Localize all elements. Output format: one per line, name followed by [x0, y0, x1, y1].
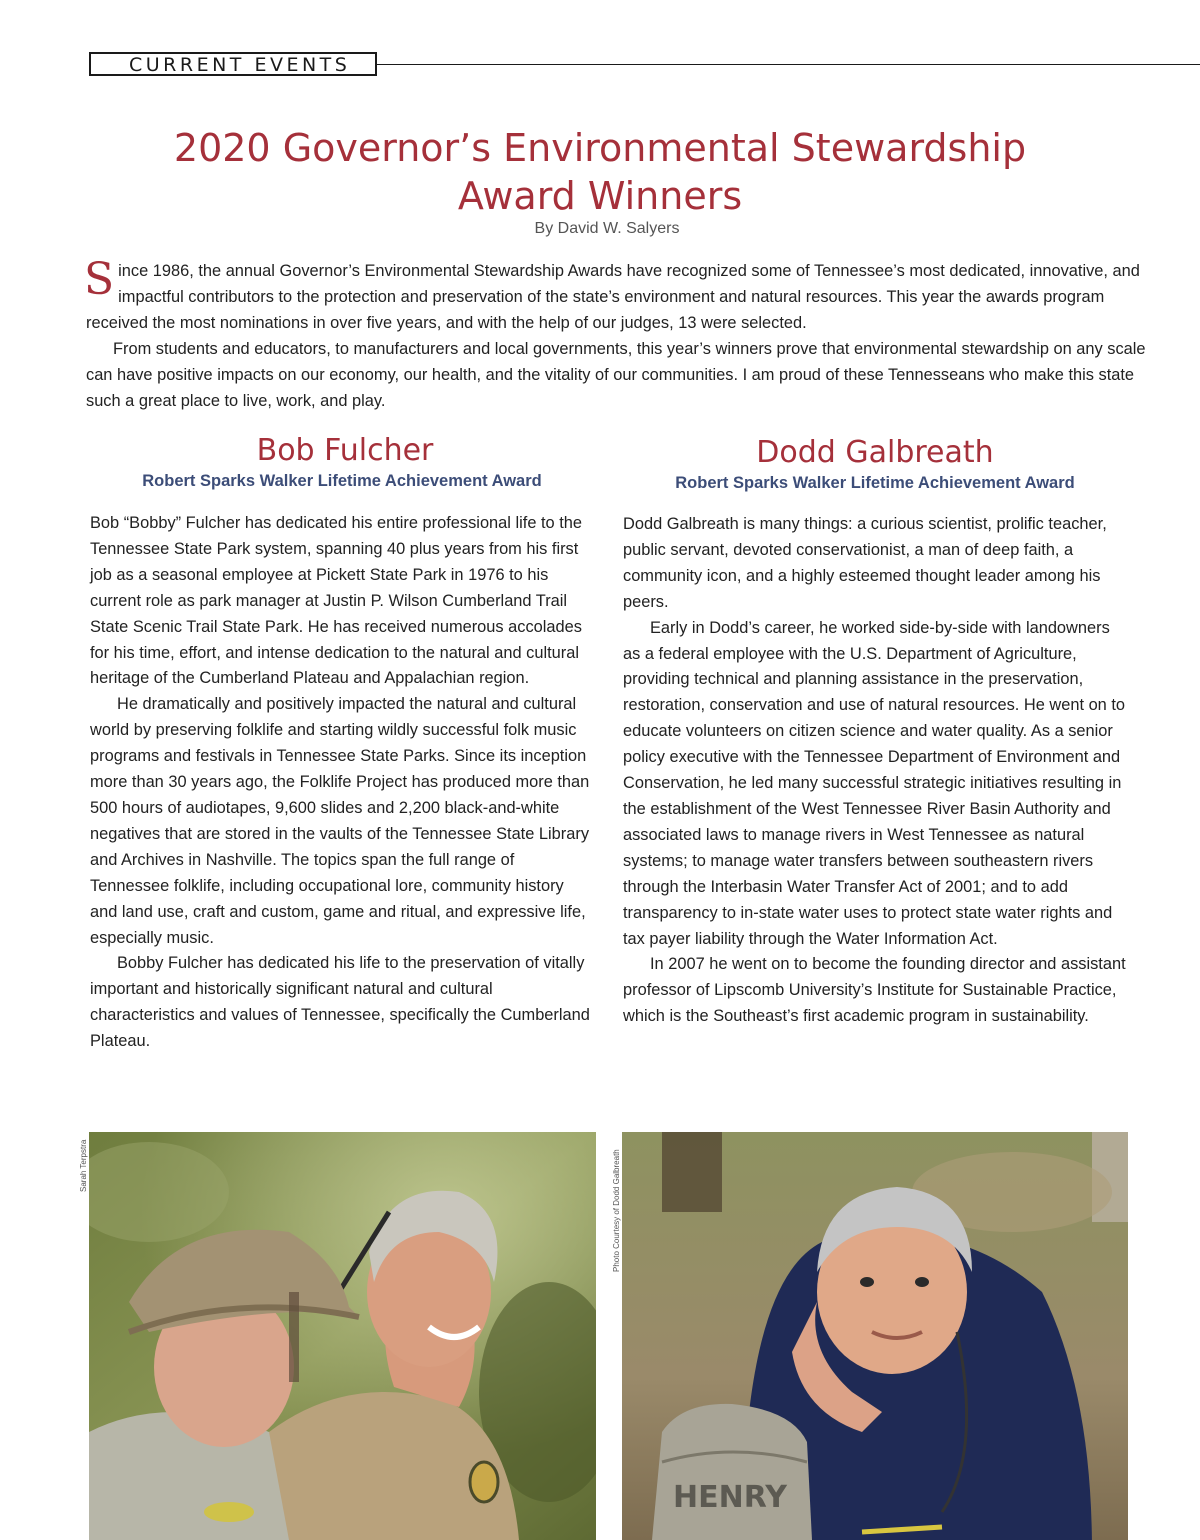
winner-bio-bob-fulcher: [90, 511, 595, 1055]
bio-paragraph: Dodd Galbreath is many things: a curious scientist, prolific teacher, public servant, devoted conservationist, a man of deep faith, a community icon, and a highly esteemed thought leader among his peers.: [623, 515, 1107, 611]
photo-bob-fulcher: [89, 1132, 596, 1540]
photo-bob-fulcher-image: [89, 1132, 596, 1540]
winner-award-bob-fulcher: Robert Sparks Walker Lifetime Achievement Award: [142, 472, 542, 490]
intro: [84, 254, 1146, 414]
section-label: CURRENT EVENTS: [89, 52, 377, 76]
title-line-2: Award Winners: [457, 174, 743, 218]
intro-paragraph-1: [84, 254, 1146, 336]
header-rule: [377, 64, 1200, 65]
drop-cap: S: [84, 254, 115, 305]
grave-marker-text: HENRY: [673, 1480, 787, 1515]
winner-award-dodd-galbreath: Robert Sparks Walker Lifetime Achievement Award: [675, 474, 1075, 492]
intro-paragraph-1-text: ince 1986, the annual Governor’s Environmental Stewardship Awards have recognized some of Tennessee’s most dedicated, innovative, and impactful contributors to the protection and preservation of the state’s environment and natural resources. This year the awards program received the most nominations in over five years, and with the help of our judges, 13 were selected.: [86, 262, 1140, 332]
photo-credit-right: Photo Courtesy of Dodd Galbreath: [612, 1149, 621, 1272]
winner-name-bob-fulcher: Bob Fulcher: [256, 433, 434, 468]
winner-bio-dodd-galbreath: [623, 512, 1128, 1030]
bio-paragraph: Bob “Bobby” Fulcher has dedicated his entire professional life to the Tennessee State Park system, spanning 40 plus years from his first job as a seasonal employee at Pickett State Park in 1976 to his current role as park manager at Justin P. Wilson Cumberland Trail State Scenic Trail State Park. He has received numerous accolades for his time, effort, and intense dedication to the natural and cultural heritage of the Cumberland Plateau and Appalachian region.: [90, 514, 582, 688]
bio-paragraph: He dramatically and positively impacted the natural and cultural world by preserving folklife and starting wildly successful folk music programs and festivals in Tennessee State Parks. Since its inception more than 30 years ago, the Folklife Project has produced more than 500 hours of audiotapes, 9,600 slides and 2,200 black-and-white negatives that are stored in the vaults of the Tennessee State Library and Archives in Nashville. The topics span the full range of Tennessee folklife, including occupational lore, community history and land use, craft and custom, game and ritual, and expressive life, especially music.: [90, 695, 590, 947]
photo-dodd-galbreath: [622, 1132, 1128, 1540]
photo-dodd-galbreath-image: [622, 1132, 1128, 1540]
article-title: [100, 124, 1100, 220]
intro-paragraph-2: From students and educators, to manufacturers and local governments, this year’s winners prove that environmental stewardship on any scale can have positive impacts on our economy, our health, and the vitality of our communities. I am proud of these Tennesseans who make this state such a great place to live, work, and play.: [86, 340, 1146, 410]
winner-name-dodd-galbreath: Dodd Galbreath: [756, 435, 994, 470]
photo-credit-left: Sarah Terpstra: [79, 1139, 88, 1192]
bio-paragraph: Bobby Fulcher has dedicated his life to the preservation of vitally important and historically significant natural and cultural characteristics and values of Tennessee, specifically the Cumberland Plateau.: [90, 954, 590, 1051]
byline: By David W. Salyers: [534, 220, 680, 237]
bio-paragraph: Early in Dodd’s career, he worked side-by-side with landowners as a federal employee with the U.S. Department of Agriculture, providing technical and planning assistance in the preservation, restoration, conservation and use of natural resources. He went on to educate volunteers on citizen science and water quality. As a senior policy executive with the Tennessee Department of Environment and Conservation, he led many successful strategic initiatives resulting in the establishment of the West Tennessee River Basin Authority and associated laws to manage rivers in West Tennessee as natural systems; to manage water transfers between southeastern rivers through the Interbasin Water Transfer Act of 2001; and to add transparency to in-state water uses to protect state water rights and tax payer liability through the Water Information Act.: [623, 618, 1126, 948]
bio-paragraph: In 2007 he went on to become the founding director and assistant professor of Lipscomb University’s Institute for Sustainable Practice, which is the Southeast’s first academic program in sustainability.: [623, 955, 1126, 1026]
title-line-1: 2020 Governor’s Environmental Stewardship: [173, 126, 1027, 170]
